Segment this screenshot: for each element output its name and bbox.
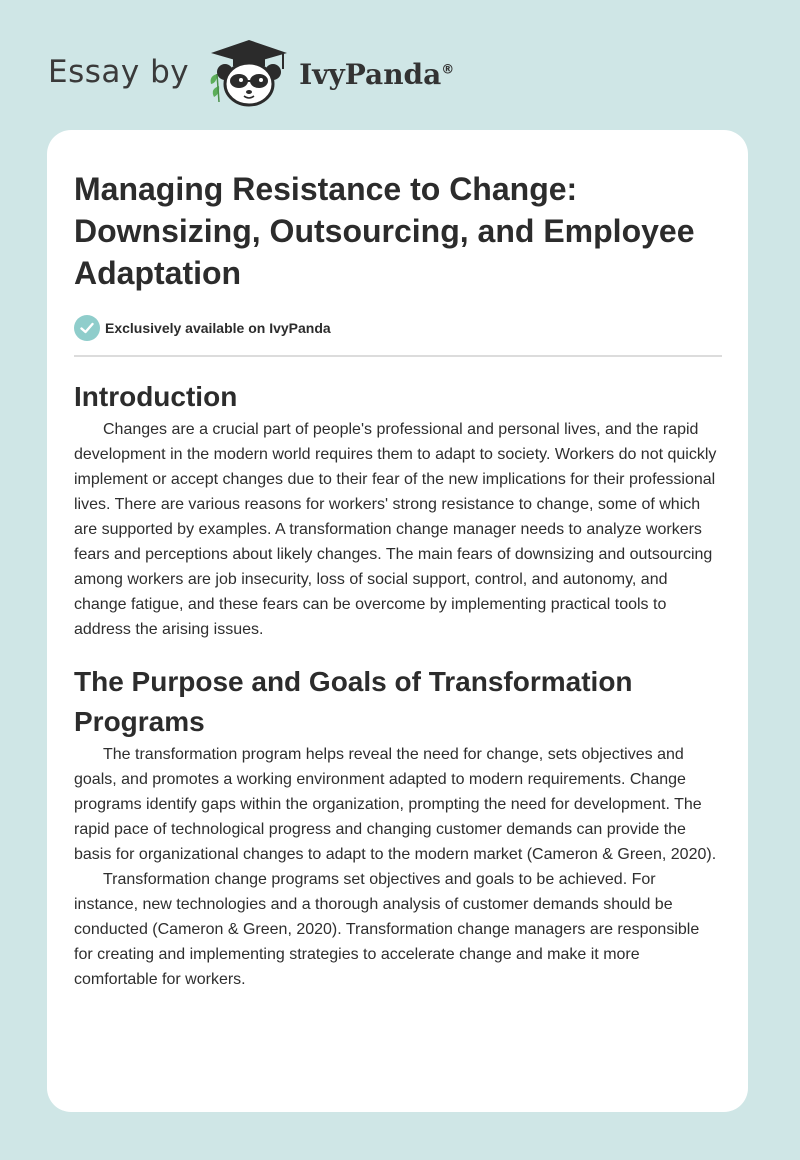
- paragraph: Transformation change programs set objectives and goals to be achieved. For instance, new technologies and a thorough analysis of customer demands should be conducted (Cameron & Green, 2020). Transformation change managers are responsible for creating and implementing strategies to accelerate change and make it more comfortable for workers.: [74, 871, 700, 988]
- divider: [74, 355, 722, 357]
- paragraph: The transformation program helps reveal the need for change, sets objectives and goals, and promotes a working environment adapted to modern requirements. Change programs identify gaps within the organization, prompting the need for development. The rapid pace of technological progress and changing customer demands can provide the basis for organizational changes to adapt to the modern market (Cameron & Green, 2020).: [74, 746, 717, 863]
- paragraph: Changes are a crucial part of people's professional and personal lives, and the rapid development in the modern world requires them to adapt to society. Workers do not quickly implement or accept changes due to their fear of the new implications for their professional lives. There are various reasons for workers' strong resistance to change, some of which are supported by examples. A transformation change manager needs to analyze workers fears and perceptions about likely changes. The main fears of downsizing and outsourcing among workers are job insecurity, loss of social support, control, and autonomy, and change fatigue, and these fears can be overcome by implementing practical tools to address the arising issues.: [74, 421, 717, 638]
- brand-name-text: IvyPanda: [299, 57, 442, 91]
- essay-by-label: Essay by: [48, 54, 190, 90]
- brand-name[interactable]: [299, 58, 454, 91]
- badge-label: Exclusively available on IvyPanda: [105, 320, 331, 336]
- section-heading-purpose: The Purpose and Goals of Transformation Programs: [74, 666, 633, 737]
- registered-mark: ®: [441, 62, 455, 78]
- essay-title: Managing Resistance to Change: Downsizing, Outsourcing, and Employee Adaptation: [74, 171, 695, 291]
- panda-graduate-icon[interactable]: [203, 36, 295, 108]
- site-header: [48, 36, 454, 108]
- section-heading-introduction: Introduction: [74, 381, 238, 412]
- exclusive-badge: [74, 314, 722, 342]
- essay-card: [47, 130, 748, 1112]
- check-badge-icon: [74, 315, 100, 341]
